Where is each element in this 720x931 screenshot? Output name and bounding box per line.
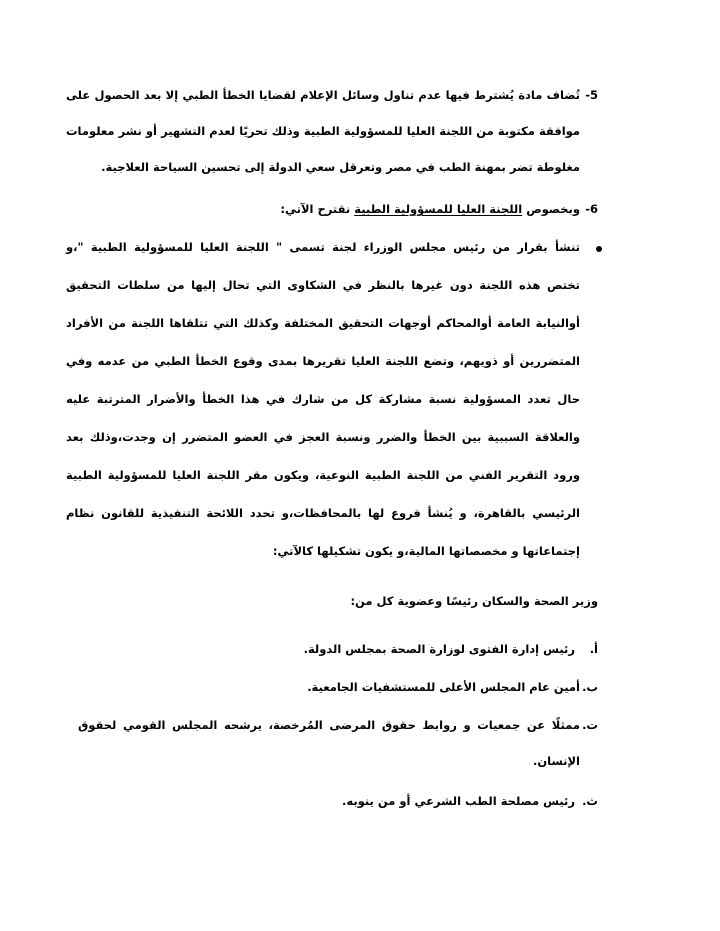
bullet-icon xyxy=(596,246,602,252)
committee-name-underlined: اللجنة العليا للمسؤولية الطبية xyxy=(354,202,523,216)
member-line: أمين عام المجلس الأعلى للمستشفيات الجامعية. xyxy=(307,680,580,694)
item-5-line: موافقة مكتوبة من اللجنة العليا للمسؤولية الطبية وذلك تحريًا لعدم التشهير أو نشر معلومات xyxy=(66,124,580,138)
paragraph-line: المتضررين أو ذويهم، وتضع اللجنة العليا تقريرها بمدى وقوع الخطأ الطبي من عدمه وفي xyxy=(66,354,580,368)
member-marker: أ. xyxy=(589,642,598,656)
member-marker: ب. xyxy=(582,680,598,694)
item-6-heading xyxy=(280,202,580,216)
paragraph-line: الرئيسي بالقاهرة، و يُنشأ فروع لها بالمحافظات،و تحدد اللائحة التنفيذية للقانون نظام xyxy=(66,506,580,520)
member-line: رئيس مصلحة الطب الشرعي أو من ينوبه. xyxy=(341,794,575,808)
paragraph-line: أوالنيابة العامة أوالمحاكم أوجهات التحقيق المختلفة وكذلك التي تتلقاها اللجنة من الأفراد xyxy=(66,316,580,330)
item-6-prefix: وبخصوص xyxy=(526,202,580,216)
paragraph-line: ورود التقرير الفني من اللجنة الطبية النوعية، ويكون مقر اللجنة العليا للمسؤولية الطبية xyxy=(66,468,580,482)
paragraph-line: إجتماعاتها و مخصصاتها المالية،و يكون تشكيلها كالآتي: xyxy=(272,544,580,558)
member-marker: ث. xyxy=(582,794,598,808)
item-5-line: تُضاف مادة يُشترط فيها عدم تناول وسائل الإعلام لقضايا الخطأ الطبي إلا بعد الحصول على xyxy=(66,88,580,102)
paragraph-line: تنشأ بقرار من رئيس مجلس الوزراء لجنة تسمى " اللجنة العليا للمسؤولية الطبية "،و xyxy=(66,240,580,254)
member-marker: ت. xyxy=(582,718,598,732)
item-6-suffix: نقترح الآتي: xyxy=(280,202,351,216)
paragraph-line: تختص هذه اللجنة دون غيرها بالنظر في الشكاوى التي تحال إليها من سلطات التحقيق xyxy=(66,278,580,292)
item-5-line: مغلوطة تضر بمهنة الطب في مصر وتعرقل سعي الدولة إلى تحسين السياحة العلاجية. xyxy=(101,160,580,174)
composition-intro: وزير الصحة والسكان رئيسًا وعضوية كل من: xyxy=(350,594,598,608)
member-line: رئيس إدارة الفتوى لوزارة الصحة بمجلس الدولة. xyxy=(303,642,575,656)
member-line: الإنسان. xyxy=(532,754,580,768)
paragraph-line: والعلاقة السببية بين الخطأ والضرر ونسبة العجز في العضو المتضرر إن وجدت،وذلك بعد xyxy=(66,430,580,444)
item-6-number: 6- xyxy=(585,202,598,216)
paragraph-line: حال تعدد المسؤولية نسبة مشاركة كل من شارك في هذا الخطأ والأضرار المترتبة عليه xyxy=(66,392,580,406)
item-5-number: 5- xyxy=(585,88,598,102)
member-line: ممثلًا عن جمعيات و روابط حقوق المرضى المُرخصة، يرشحه المجلس القومي لحقوق xyxy=(78,718,580,732)
